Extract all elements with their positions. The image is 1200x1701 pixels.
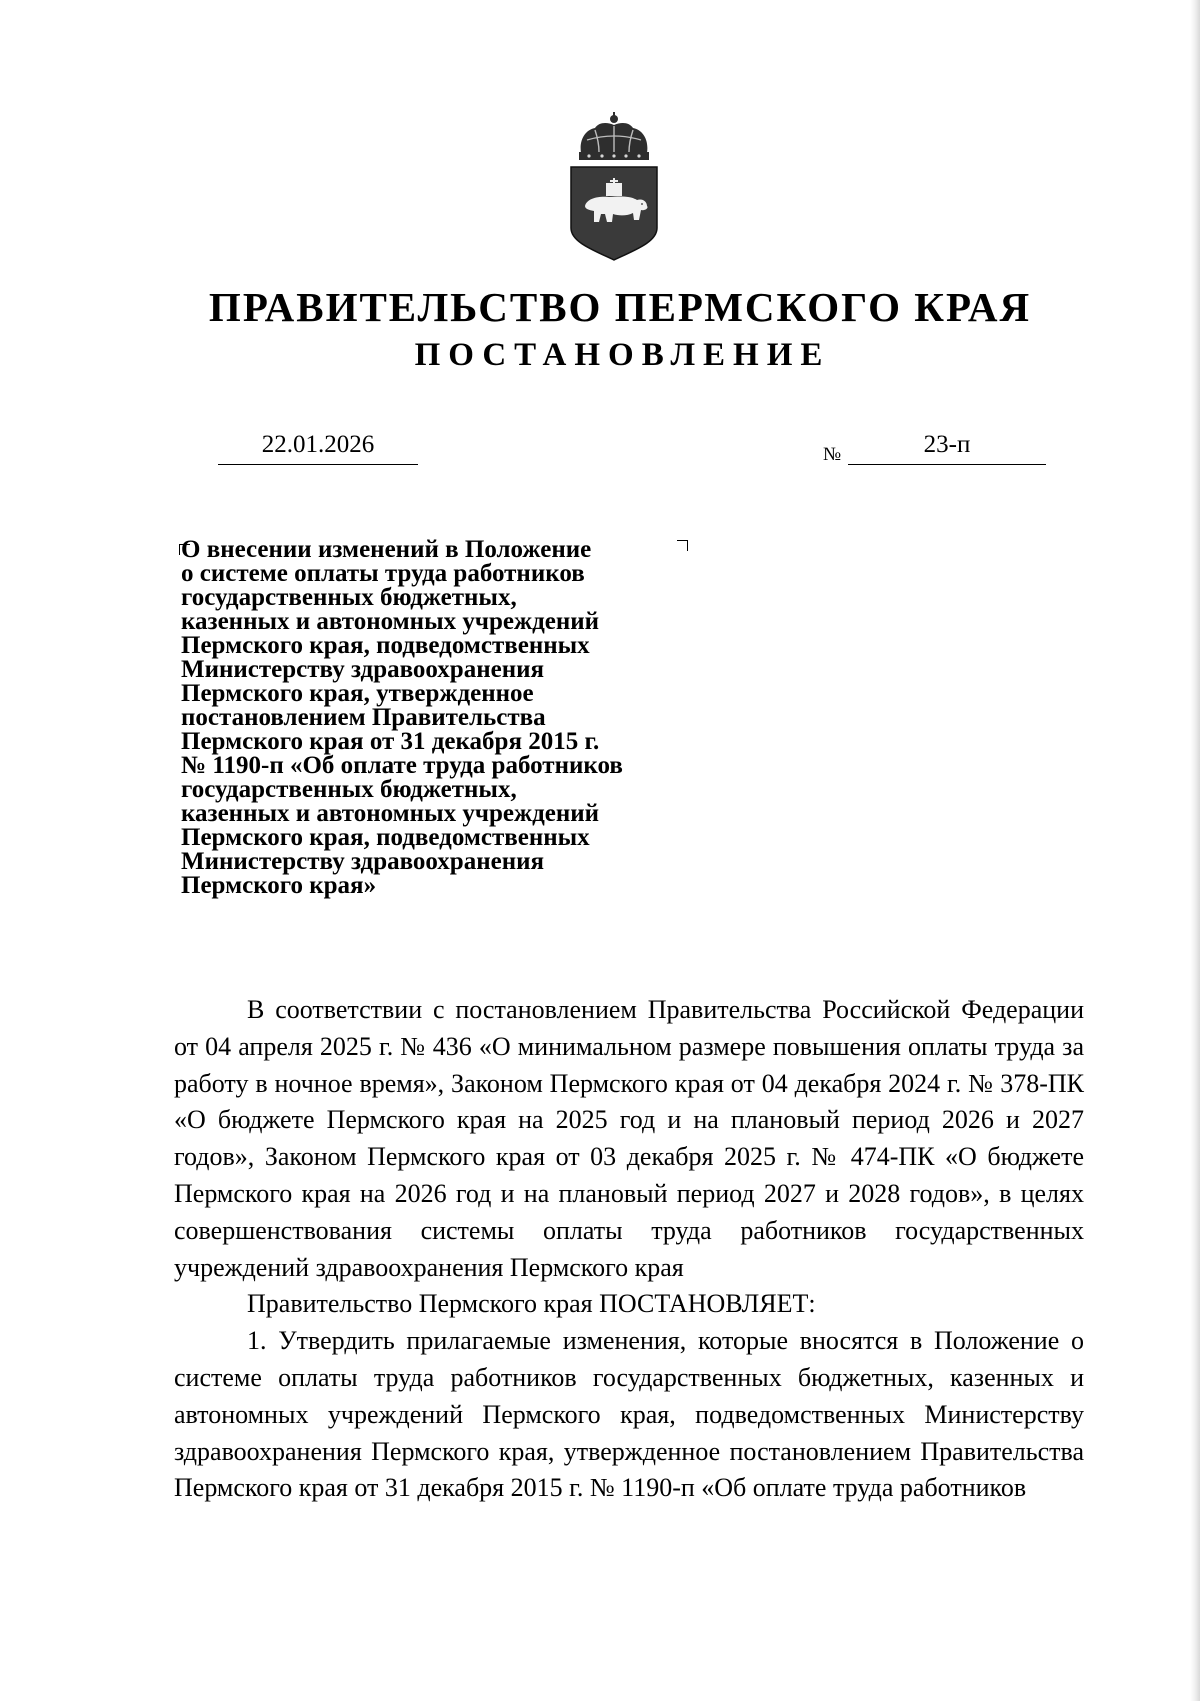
item-1-paragraph: 1. Утвердить прилагаемые изменения, которые вносятся в Положение о системе оплаты труда работников государственных бюджетных, казенных и автономных учреждений Пермского края, подведомственных Министерству здравоохранения Пермского края, утвержденное постановлением Правительства Пермского края от 31 декабря 2015 г. № 1190-п «Об оплате труда работников [174,1326,1084,1503]
preamble-paragraph: В соответствии с постановлением Правительства Российской Федерации от 04 апреля 2025 г. № 436 «О минимальном размере повышения оплаты труда за работу в ночное время», Законом Пермского края от 04 декабря 2024 г. № 378-ПК «О бюджете Пермского края на 2025 год и на плановый период 2026 и 2027 годов», Законом Пермского края от 03 декабря 2025 г. № 474-ПК «О бюджете Пермского края на 2026 год и на плановый период 2027 и 2028 годов», в целях совершенствования системы оплаты труда работников государственных учреждений здравоохранения Пермского края [174,995,1084,1282]
resolution-paragraph: Правительство Пермского края ПОСТАНОВЛЯЕТ: [247,1289,816,1319]
document-type: ПОСТАНОВЛЕНИЕ [414,337,831,373]
document-number: 23-п [848,428,1046,465]
perm-krai-coat-of-arms-icon [569,110,659,262]
organization-title: ПРАВИТЕЛЬСТВО ПЕРМСКОГО КРАЯ [208,284,1032,330]
document-body [174,992,1084,1507]
document-date: 22.01.2026 [218,428,418,465]
document-title: О внесении изменений в Положение о системе оплаты труда работников государственных бюджетных, казенных и автономных учреждений Пермского края, подведомственных Министерству здравоохранения Пермского края, утвержденное постановлением Правительства Пермского края от 31 декабря 2015 г. № 1190-п «Об оплате труда работников государственных бюджетных, казенных и автономных учреждений Пермского края, подведомственных Министерству здравоохранения Пермского края» [181,536,623,899]
number-sign: № [823,444,842,465]
scan-edge [1190,0,1200,1701]
